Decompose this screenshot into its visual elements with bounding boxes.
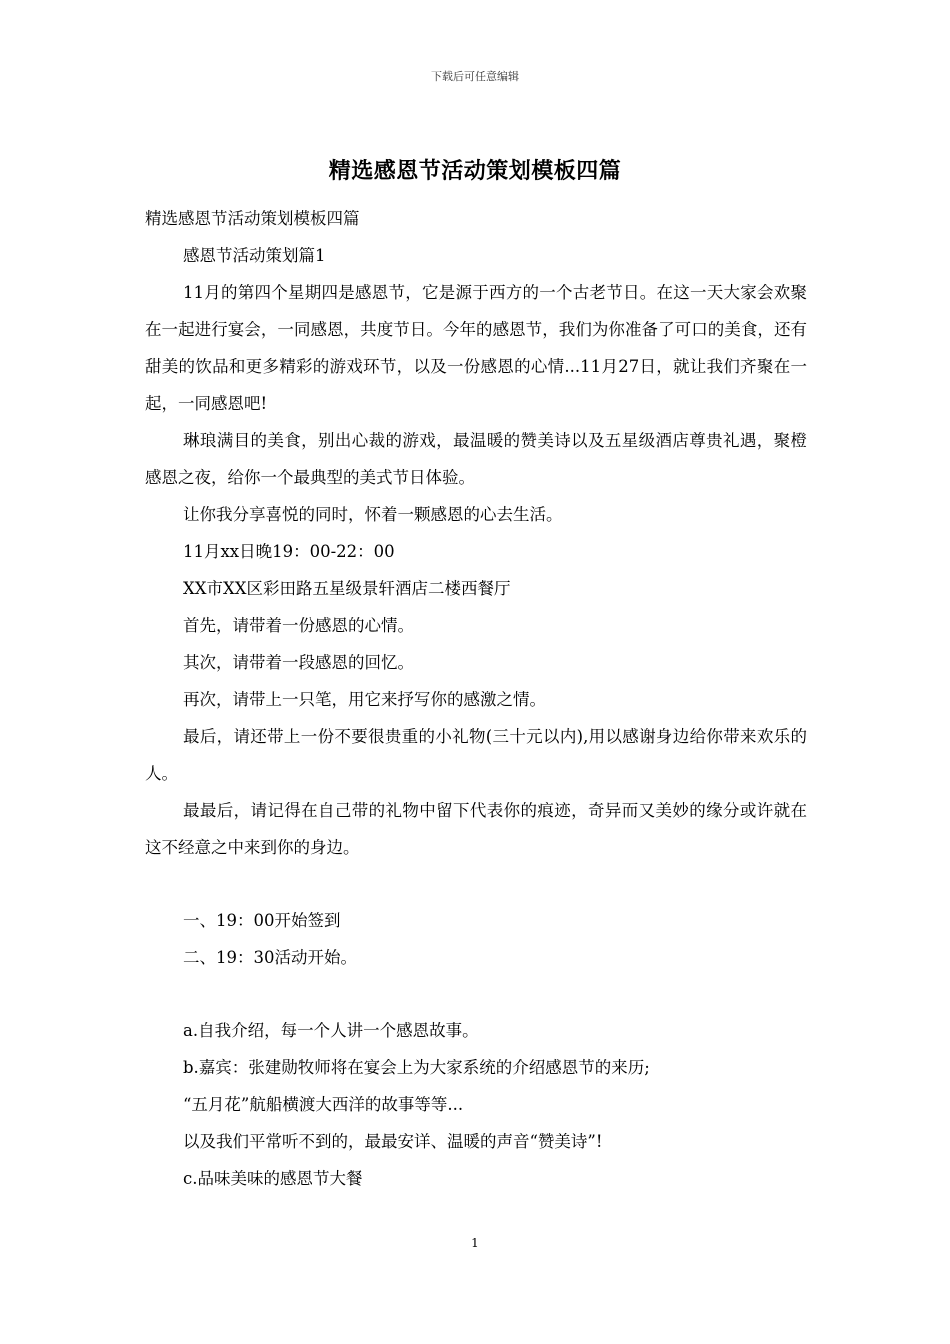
activity-item: a.自我介绍，每一个人讲一个感恩故事。 xyxy=(183,1021,479,1040)
paragraph: 最后，请还带上一份不要很贵重的小礼物(三十元以内),用以感谢身边给你带来欢乐的人。 xyxy=(145,727,807,783)
section-heading: 感恩节活动策划篇1 xyxy=(183,246,326,265)
activity-item: “五月花”航船横渡大西洋的故事等等... xyxy=(183,1095,464,1114)
paragraph: 11月的第四个星期四是感恩节，它是源于西方的一个古老节日。在这一天大家会欢聚在一起进行宴会，一同感恩，共度节日。今年的感恩节，我们为你准备了可口的美食，还有甜美的饮品和更多精彩的游戏环节，以及一份感恩的心情...11月27日，就让我们齐聚在一起，一同感恩吧! xyxy=(145,283,807,413)
schedule-item: 二、19：30活动开始。 xyxy=(183,948,357,967)
text-line: 首先，请带着一份感恩的心情。 xyxy=(183,616,414,635)
schedule-item: 一、19：00开始签到 xyxy=(183,911,341,930)
page-header-note: 下载后可任意编辑 xyxy=(431,70,519,83)
activity-item: c.品味美味的感恩节大餐 xyxy=(183,1169,363,1188)
document-title: 精选感恩节活动策划模板四篇 xyxy=(328,158,622,184)
text-line: 再次，请带上一只笔，用它来抒写你的感激之情。 xyxy=(183,690,546,709)
page-number: 1 xyxy=(471,1236,479,1250)
event-time: 11月xx日晚19：00-22：00 xyxy=(183,542,395,561)
activity-item: b.嘉宾：张建勋牧师将在宴会上为大家系统的介绍感恩节的来历; xyxy=(183,1058,650,1077)
document-subtitle: 精选感恩节活动策划模板四篇 xyxy=(145,209,360,228)
paragraph: 最最后，请记得在自己带的礼物中留下代表你的痕迹，奇异而又美妙的缘分或许就在这不经意之中来到你的身边。 xyxy=(145,801,807,857)
event-location: XX市XX区彩田路五星级景轩酒店二楼西餐厅 xyxy=(183,579,511,598)
paragraph: 琳琅满目的美食，别出心裁的游戏，最温暖的赞美诗以及五星级酒店尊贵礼遇，聚橙感恩之夜，给你一个最典型的美式节日体验。 xyxy=(145,431,807,487)
text-line: 其次，请带着一段感恩的回忆。 xyxy=(183,653,414,672)
document-body xyxy=(145,200,807,1197)
text-line: 让你我分享喜悦的同时，怀着一颗感恩的心去生活。 xyxy=(183,505,563,524)
activity-item: 以及我们平常听不到的，最最安详、温暖的声音“赞美诗”! xyxy=(183,1132,603,1151)
spacer xyxy=(145,976,807,1012)
spacer xyxy=(145,866,807,902)
